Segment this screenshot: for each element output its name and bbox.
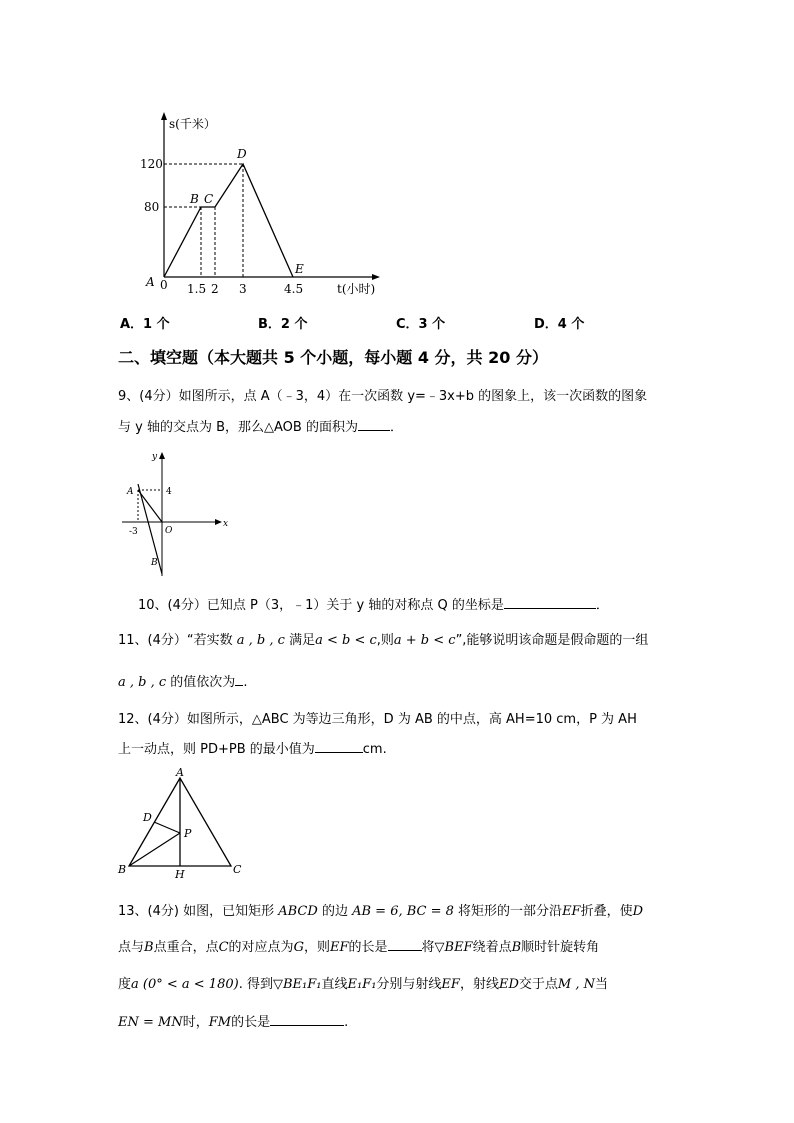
q13-l3b: . 得到 (238, 977, 273, 992)
q13-ABCD: ABCD (278, 904, 318, 919)
q12-segment-DP (154, 822, 180, 833)
q13-ED: ED (498, 977, 519, 992)
q11-line2 (118, 671, 247, 690)
q9-answer-blank[interactable] (358, 418, 390, 431)
q9-line-OA (138, 490, 162, 522)
q13-D: D (632, 904, 644, 919)
q9-label-A: A (127, 487, 134, 497)
option-b: B．2 个 (258, 317, 308, 332)
q13-l2d: ，则 (303, 940, 330, 955)
q13-l1b: 的边 (321, 904, 348, 919)
q13-line1 (118, 900, 643, 919)
y-axis-arrow (161, 112, 167, 120)
point-C: C (204, 192, 214, 206)
q13-l3c: 直线 (321, 977, 348, 992)
q12-line1: 12、(4分）如图所示，△ABC 为等边三角形，D 为 AB 的中点，高 AH=10 cm，P 为 AH (118, 712, 637, 727)
q13-l2c: 的对应点为 (228, 940, 294, 955)
q11-part4: ”,能够说明该命题是假命题的一组 (455, 633, 649, 648)
q9-line2-text: 与 y 轴的交点为 B，那么△AOB 的面积为 (118, 420, 358, 435)
q13-BE1F1: ▽BE₁F₁ (272, 977, 322, 992)
q11-line1 (118, 629, 648, 648)
q10-text: 10、(4分）已知点 P（3，﹣1）关于 y 轴的对称点 Q 的坐标是 (138, 598, 504, 613)
q9-line-AB (138, 484, 162, 574)
q13-line4 (118, 1011, 348, 1030)
q12-label-B: B (118, 863, 127, 876)
x-tick-1.5: 1.5 (187, 282, 207, 296)
section-title: 二、填空题（本大题共 5 个小题，每小题 4 分，共 20 分） (118, 348, 548, 367)
q13-l1c: 将矩形的一部分沿 (458, 904, 563, 919)
q9-label-x: x (223, 519, 229, 529)
q11-abc-2: a , b , c (118, 675, 167, 690)
q9-y-arrow (159, 452, 165, 459)
q12-segment-BP (129, 833, 180, 866)
point-B: B (190, 192, 199, 206)
q12-label-A: A (176, 766, 184, 779)
option-a: A．1 个 (120, 317, 170, 332)
y-tick-120: 120 (140, 157, 163, 171)
q13-alpha: a (0° < a < 180) (131, 977, 239, 992)
q9-line2 (118, 416, 403, 435)
q13-l1a: 13、(4分) 如图，已知矩形 (118, 904, 275, 919)
x-axis-label: t(小时) (337, 282, 376, 296)
q13-eq1: AB = 6, BC = 8 (352, 904, 454, 919)
q13-l3e: ，射线 (459, 977, 499, 992)
q11-ineq2: a + b < c (393, 633, 456, 648)
q13-l2b: 点重合，点 (153, 940, 219, 955)
x-tick-3: 3 (239, 282, 247, 296)
q13-l1d: 折叠，使 (580, 904, 633, 919)
q13-C: C (218, 940, 229, 955)
q13-l3g: 当 (594, 977, 608, 992)
q12-line2-text: 上一动点，则 PD+PB 的最小值为 (118, 742, 315, 757)
q13-l3d: 分别与射线 (376, 977, 442, 992)
q13-E1F1: E₁F₁ (347, 977, 377, 992)
x-axis-arrow (372, 274, 380, 280)
q12-label-H: H (175, 868, 185, 881)
q13-l4a: 时， (182, 1015, 209, 1030)
q11-part2: 满足 (289, 633, 316, 648)
q9-label-O: O (165, 526, 173, 536)
q13-answer-blank-1[interactable] (388, 938, 422, 951)
q12-answer-blank[interactable] (315, 740, 363, 753)
option-d: D．4 个 (534, 317, 585, 332)
q13-l3f: 交于点 (518, 977, 558, 992)
q12-unit: cm. (362, 742, 387, 757)
q13-l2g: 绕着点 (472, 940, 512, 955)
q12-triangle-figure (113, 764, 253, 882)
q13-B: B (144, 940, 154, 955)
q12-label-C: C (233, 863, 242, 876)
q13-answer-blank-2[interactable] (270, 1013, 344, 1026)
q13-l4b: 的长是 (231, 1015, 271, 1030)
point-D: D (237, 147, 247, 161)
option-c: C．3 个 (396, 317, 446, 332)
q13-G: G (293, 940, 304, 955)
q9-x-arrow (215, 519, 222, 525)
q12-line2 (118, 738, 387, 757)
q13-EF3: EF (441, 977, 460, 992)
point-A: A (146, 275, 155, 289)
x-tick-4.5: 4.5 (284, 282, 304, 296)
q9-label-four: 4 (166, 487, 172, 497)
q13-MN: M , N (557, 977, 595, 992)
q9-figure (118, 448, 233, 578)
point-E: E (295, 262, 304, 276)
x-tick-2: 2 (211, 282, 219, 296)
q12-label-P: P (184, 827, 192, 840)
q11-part3: ,则 (376, 633, 394, 648)
q10-end: ． (595, 598, 609, 613)
q11-ineq1: a < b < c (315, 633, 377, 648)
q13-line3 (118, 973, 608, 992)
distance-time-graph (140, 112, 390, 297)
q12-label-D: D (143, 811, 152, 824)
q13-l2h: 顺时针旋转角 (521, 940, 600, 955)
q9-label-y: y (152, 452, 158, 462)
q13-l2f: 将 (421, 940, 435, 955)
q13-l2a: 点与 (118, 940, 145, 955)
q9-label-neg3: -3 (129, 527, 138, 537)
q11-abc: a , b , c (236, 633, 285, 648)
q13-BEF: ▽BEF (434, 940, 473, 955)
q13-end: . (344, 1015, 349, 1030)
q13-l2e: 的长是 (348, 940, 388, 955)
path-ABCDE (164, 164, 293, 277)
origin-zero: 0 (160, 278, 168, 292)
q10-answer-blank[interactable] (504, 596, 596, 609)
q13-l3a: 度 (118, 977, 132, 992)
q10-line (138, 594, 609, 613)
y-axis-label: s(千米） (169, 117, 216, 131)
q9-end: ． (389, 420, 403, 435)
q11-part5: 的值依次为 (170, 675, 236, 690)
q9-line1: 9、(4分）如图所示，点 A（﹣3，4）在一次函数 y=﹣3x+b 的图象上，该一次函数的图象 (118, 389, 648, 404)
q11-part1: 11、(4分）“若实数 (118, 633, 233, 648)
q13-line2 (118, 936, 599, 955)
q11-end: . (243, 675, 248, 690)
q13-eq2: EN = MN (118, 1015, 183, 1030)
q9-label-B: B (151, 558, 158, 568)
q13-EF2: EF (329, 940, 349, 955)
y-tick-80: 80 (144, 200, 160, 214)
q13-FM: FM (208, 1015, 232, 1030)
q13-EF: EF (562, 904, 581, 919)
q13-B2: B (511, 940, 522, 955)
